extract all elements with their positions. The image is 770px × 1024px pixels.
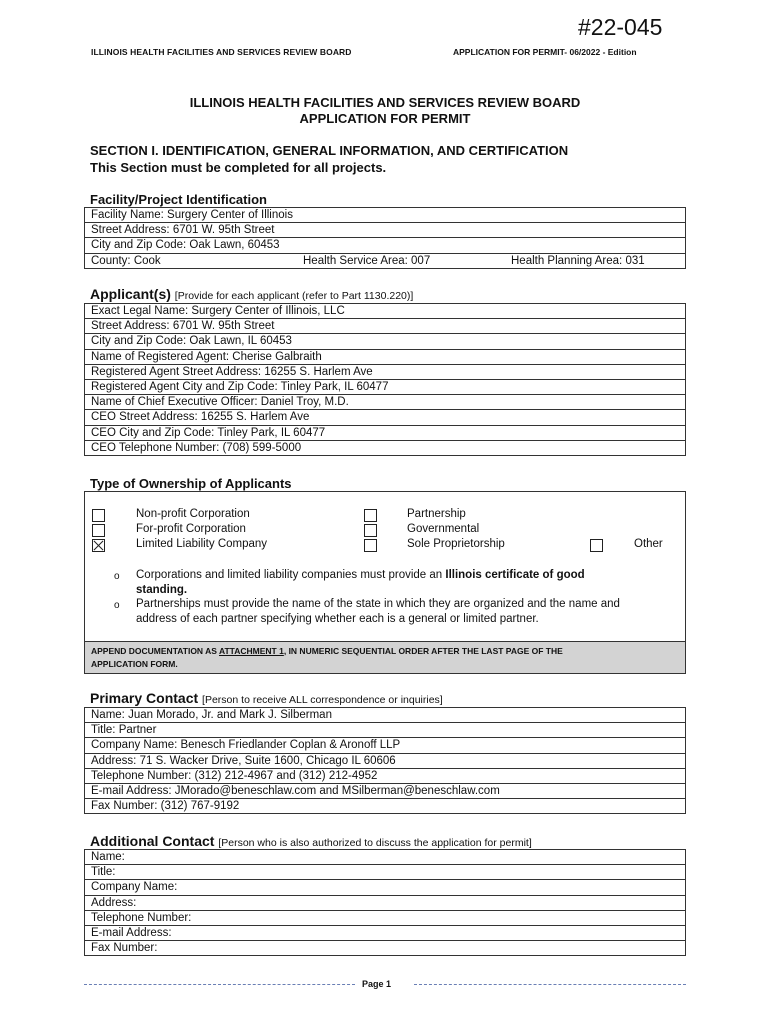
contact-field[interactable]: Company Name: Benesch Friedlander Coplan & Aronoff LLP (85, 738, 686, 753)
form-title-line2: APPLICATION FOR PERMIT (299, 111, 471, 126)
table-row (85, 738, 686, 753)
governmental-label: Governmental (407, 523, 480, 535)
additional-contact-table (84, 849, 686, 956)
llc-label: Limited Liability Company (136, 538, 268, 550)
additional-field[interactable]: Title: (85, 865, 686, 880)
sole-proprietorship-checkbox[interactable] (364, 539, 377, 552)
nonprofit-checkbox[interactable] (92, 509, 105, 522)
facility-name-field[interactable]: Facility Name: Surgery Center of Illinois (85, 208, 686, 223)
bullet-icon: o (114, 571, 120, 582)
contact-field[interactable]: Fax Number: (312) 767-9192 (85, 799, 686, 814)
table-row (85, 925, 686, 940)
page-number: Page 1 (362, 979, 392, 989)
primary-contact-table (84, 707, 686, 814)
applicant-field[interactable]: Name of Chief Executive Officer: Daniel Troy, M.D. (85, 395, 686, 410)
additional-field[interactable]: Fax Number: (85, 941, 686, 956)
forprofit-checkbox[interactable] (92, 524, 105, 537)
document-number: #22-045 (578, 14, 663, 40)
other-label: Other (634, 538, 663, 550)
table-row (85, 783, 686, 798)
primary-contact-label: Primary Contact (90, 690, 199, 706)
table-row (85, 895, 686, 910)
table-row (85, 334, 686, 349)
table-row (85, 880, 686, 895)
bullet1-line2: standing. (136, 583, 188, 596)
partnership-checkbox[interactable] (364, 509, 377, 522)
table-row (85, 723, 686, 738)
partnership-label: Partnership (407, 508, 466, 520)
table-row (85, 941, 686, 956)
governmental-checkbox[interactable] (364, 524, 377, 537)
attachment-link[interactable]: ATTACHMENT 1 (218, 646, 284, 656)
primary-contact-note: [Person to receive ALL correspondence or inquiries] (202, 694, 443, 706)
applicant-field[interactable]: Registered Agent Street Address: 16255 S. Harlem Ave (85, 364, 686, 379)
applicant-field[interactable]: CEO City and Zip Code: Tinley Park, IL 60477 (85, 425, 686, 440)
applicant-note: [Provide for each applicant (refer to Part 1130.220)] (174, 290, 414, 302)
footer-divider-left (84, 984, 355, 985)
table-row (85, 349, 686, 364)
other-checkbox[interactable] (590, 539, 603, 552)
bullet1-bold: Illinois certificate of good (445, 569, 585, 581)
section-subheading: This Section must be completed for all projects. (90, 160, 387, 175)
contact-field[interactable]: Telephone Number: (312) 212-4967 and (312) 212-4952 (85, 768, 686, 783)
contact-field[interactable]: Address: 71 S. Wacker Drive, Suite 1600, Chicago IL 60606 (85, 753, 686, 768)
header-edition: APPLICATION FOR PERMIT- 06/2022 - Edition (453, 47, 637, 57)
facility-city-field[interactable]: City and Zip Code: Oak Lawn, 60453 (85, 238, 686, 253)
applicant-label: Applicant(s) (90, 286, 171, 302)
header-board-name: ILLINOIS HEALTH FACILITIES AND SERVICES REVIEW BOARD (91, 47, 352, 57)
applicant-label-wrap (90, 286, 413, 302)
table-row (85, 768, 686, 783)
table-row (85, 425, 686, 440)
table-row (85, 910, 686, 925)
append-text-cont: , IN NUMERIC SEQUENTIAL ORDER AFTER THE LAST PAGE OF THE (283, 646, 563, 656)
table-row (85, 395, 686, 410)
table-row (85, 850, 686, 865)
health-planning-area-field: Health Planning Area: 031 (511, 254, 645, 267)
table-row (85, 319, 686, 334)
additional-field[interactable]: Company Name: (85, 880, 686, 895)
county-field: County: Cook (91, 254, 161, 267)
table-row (85, 238, 686, 253)
table-row (85, 304, 686, 319)
applicant-field[interactable]: Name of Registered Agent: Cherise Galbraith (85, 349, 686, 364)
table-row (85, 865, 686, 880)
applicant-field[interactable]: CEO Telephone Number: (708) 599-5000 (85, 440, 686, 455)
additional-contact-label-wrap (90, 833, 532, 849)
facility-table (84, 207, 686, 269)
table-row (85, 364, 686, 379)
facility-label: Facility/Project Identification (90, 192, 267, 207)
bullet1-text: Corporations and limited liability companies must provide an (136, 569, 446, 581)
facility-county-row[interactable] (85, 253, 686, 268)
additional-field[interactable]: Telephone Number: (85, 910, 686, 925)
table-row (85, 208, 686, 223)
ownership-box (84, 491, 686, 674)
additional-field[interactable]: E-mail Address: (85, 925, 686, 940)
table-row (85, 799, 686, 814)
bullet-corporations (136, 568, 676, 597)
sole-proprietorship-label: Sole Proprietorship (407, 538, 505, 550)
append-documentation-note (85, 641, 685, 673)
additional-contact-note: [Person who is also authorized to discuss the application for permit] (218, 837, 532, 849)
append-text-line2: APPLICATION FORM. (91, 659, 178, 669)
llc-checkbox-checked[interactable] (92, 539, 105, 552)
table-row (85, 223, 686, 238)
forprofit-label: For-profit Corporation (136, 523, 246, 535)
additional-field[interactable]: Address: (85, 895, 686, 910)
primary-contact-label-wrap (90, 690, 443, 706)
bullet2-line1: Partnerships must provide the name of the state in which they are organized and the name and (136, 598, 620, 610)
applicant-field[interactable]: City and Zip Code: Oak Lawn, IL 60453 (85, 334, 686, 349)
append-text: APPEND DOCUMENTATION AS (91, 646, 219, 656)
bullet-partnerships (136, 597, 681, 626)
health-service-area-field: Health Service Area: 007 (303, 254, 431, 267)
table-row (85, 753, 686, 768)
table-row (85, 440, 686, 455)
table-row (85, 379, 686, 394)
bullet-icon: o (114, 600, 120, 611)
ownership-label: Type of Ownership of Applicants (90, 476, 292, 491)
footer-divider-right (414, 984, 686, 985)
bullet2-line2: address of each partner specifying whether each is a general or limited partner. (136, 612, 539, 625)
table-row (85, 253, 686, 268)
additional-contact-label: Additional Contact (90, 833, 215, 849)
applicant-field[interactable]: Registered Agent City and Zip Code: Tinley Park, IL 60477 (85, 379, 686, 394)
contact-field[interactable]: E-mail Address: JMorado@beneschlaw.com and MSilberman@beneschlaw.com (85, 783, 686, 798)
applicant-field[interactable]: Exact Legal Name: Surgery Center of Illinois, LLC (85, 304, 686, 319)
applicant-table (84, 303, 686, 456)
facility-street-field[interactable]: Street Address: 6701 W. 95th Street (85, 223, 686, 238)
applicant-field[interactable]: Street Address: 6701 W. 95th Street (85, 319, 686, 334)
nonprofit-label: Non-profit Corporation (136, 508, 250, 520)
table-row (85, 708, 686, 723)
contact-field[interactable]: Title: Partner (85, 723, 686, 738)
additional-field[interactable]: Name: (85, 850, 686, 865)
form-title-line1: ILLINOIS HEALTH FACILITIES AND SERVICES REVIEW BOARD (189, 95, 581, 110)
section-heading: SECTION I. IDENTIFICATION, GENERAL INFORMATION, AND CERTIFICATION (90, 143, 569, 158)
table-row (85, 410, 686, 425)
applicant-field[interactable]: CEO Street Address: 16255 S. Harlem Ave (85, 410, 686, 425)
contact-field[interactable]: Name: Juan Morado, Jr. and Mark J. Silberman (85, 708, 686, 723)
